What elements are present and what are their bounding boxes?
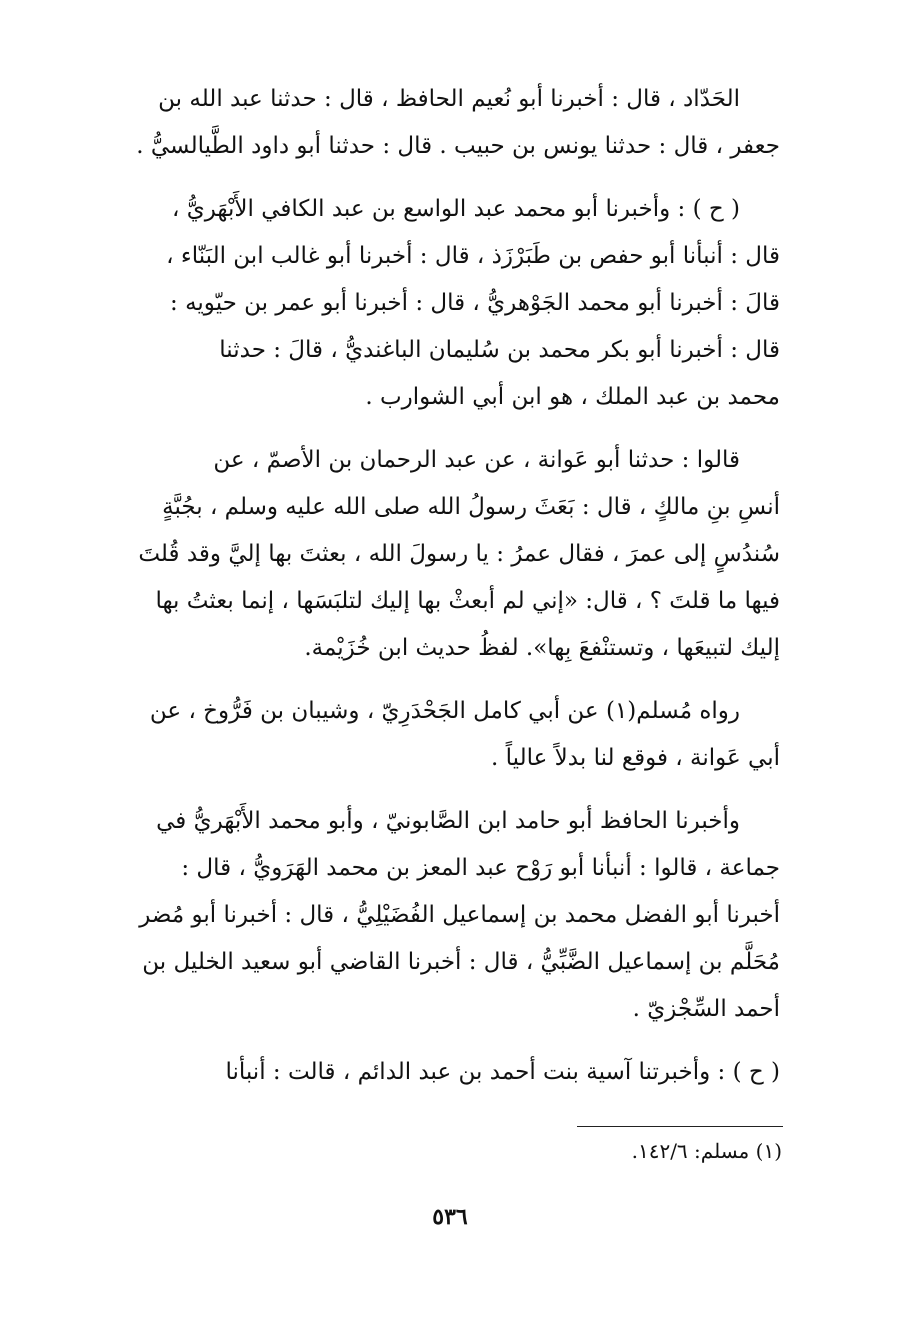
text-line: أحمد السِّجْزيّ . (632, 996, 780, 1022)
text-line: وأخبرنا الحافظ أبو حامد ابن الصَّابونيّ ، وأبو محمد الأَبْهَريُّ في (156, 808, 740, 834)
text-line: الحَدّاد ، قال : أخبرنا أبو نُعيم الحافظ ، قال : حدثنا عبد الله بن (158, 86, 740, 112)
text-line: أبي عَوانة ، فوقع لنا بدلاً عالياً . (491, 745, 780, 771)
text-line: جعفر ، قال : حدثنا يونس بن حبيب . قال : حدثنا أبو داود الطَّيالسيُّ . (136, 133, 780, 159)
text-line: قالَ : أخبرنا أبو محمد الجَوْهريُّ ، قال : أخبرنا أبو عمر بن حيّويه : (170, 290, 780, 316)
paragraph-5 (78, 798, 780, 1033)
paragraph-3 (78, 437, 780, 672)
text-line: قال : أخبرنا أبو بكر محمد بن سُليمان الباغنديُّ ، قالَ : حدثنا (219, 337, 780, 363)
text-line: أنسِ بنِ مالكٍ ، قال : بَعَثَ رسولُ الله صلى الله عليه وسلم ، بجُبَّةٍ (162, 494, 780, 520)
paragraph-2 (78, 186, 780, 421)
text-line: جماعة ، قالوا : أنبأنا أبو رَوْح عبد المعز بن محمد الهَرَويُّ ، قال : (181, 855, 780, 881)
text-line: ( ح ) : وأخبرنا أبو محمد عبد الواسع بن عبد الكافي الأَبْهَريُّ ، (171, 196, 740, 222)
text-line: فيها ما قلتَ ؟ ، قال: «إني لم أبعثْ بها إليك لتلبَسَها ، إنما بعثتُ بها (155, 588, 780, 614)
text-line: أخبرنا أبو الفضل محمد بن إسماعيل الفُضَيْلِيُّ ، قال : أخبرنا أبو مُضر (139, 902, 780, 928)
footnote-divider (577, 1126, 783, 1127)
text-line: سُندُسٍ إلى عمرَ ، فقال عمرُ : يا رسولَ الله ، بعثتَ بها إليَّ وقد قُلتَ (138, 541, 780, 567)
page-number: ٥٣٦ (432, 1204, 468, 1230)
paragraph-4 (78, 688, 780, 782)
text-line: مُحَلَّم بن إسماعيل الضَّبِّيُّ ، قال : أخبرنا القاضي أبو سعيد الخليل بن (142, 949, 780, 975)
text-line: قالوا : حدثنا أبو عَوانة ، عن عبد الرحمان بن الأصمّ ، عن (213, 447, 740, 473)
text-line: إليك لتبيعَها ، وتستنْفعَ بِها». لفظُ حديث ابن خُزَيْمة. (304, 635, 780, 661)
text-line: رواه مُسلم(١) عن أبي كامل الجَحْدَرِيّ ، وشيبان بن فَرُّوخ ، عن (149, 698, 740, 724)
text-line: ( ح ) : وأخبرتنا آسية بنت أحمد بن عبد الدائم ، قالت : أنبأنا (225, 1059, 780, 1085)
text-line: محمد بن عبد الملك ، هو ابن أبي الشوارب . (365, 384, 780, 410)
paragraph-6 (78, 1049, 780, 1096)
main-text (78, 76, 780, 1112)
footnote: (١) مسلم: ١٤٢/٦. (631, 1139, 782, 1163)
paragraph-1 (78, 76, 780, 170)
text-line: قال : أنبأنا أبو حفص بن طَبَرْزَذ ، قال : أخبرنا أبو غالب ابن البَنّاء ، (166, 243, 780, 269)
